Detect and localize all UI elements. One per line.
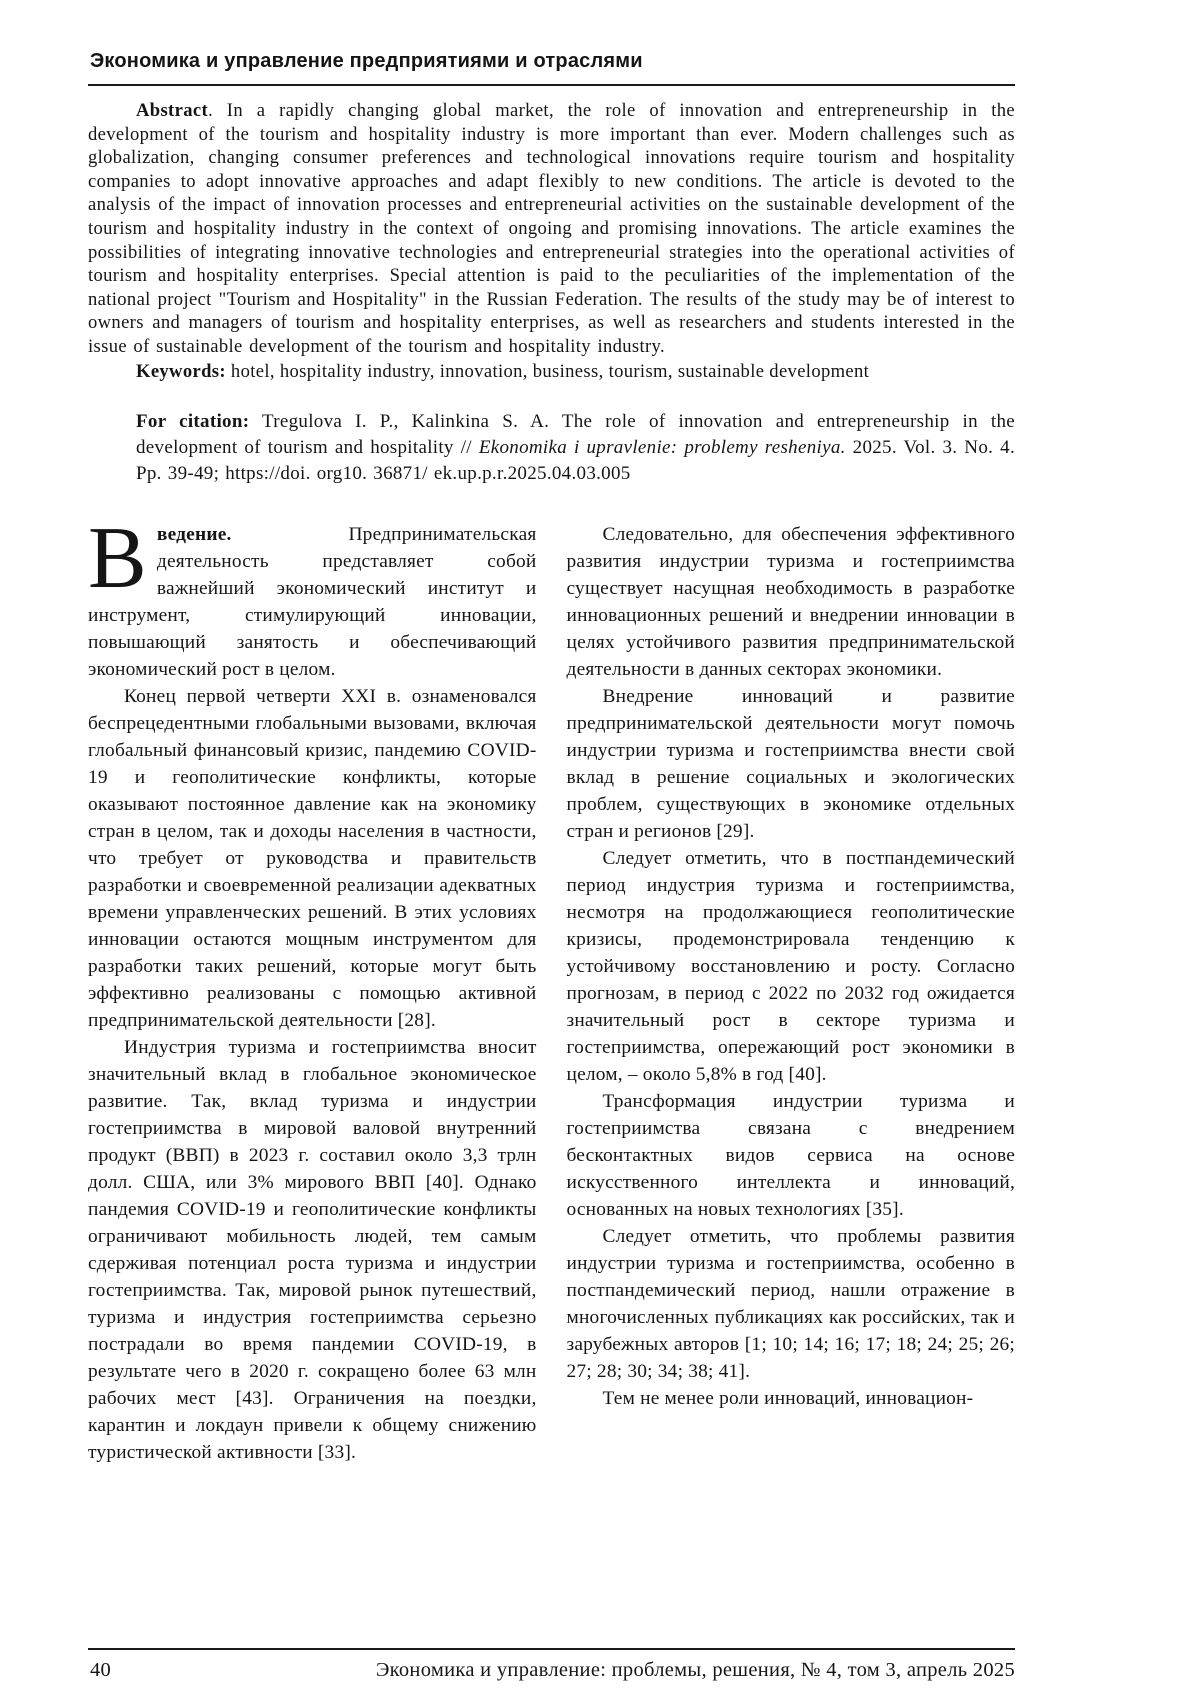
page-number: 40 <box>90 1659 112 1681</box>
citation-paragraph <box>136 409 1015 487</box>
running-head-title: Экономика и управление предприятиями и отраслями <box>90 50 643 72</box>
two-column-body <box>88 510 1015 1466</box>
footer-row <box>88 1659 1015 1682</box>
abstract-section <box>88 99 1015 383</box>
body-paragraph: Следовательно, для обеспечения эффективного развития индустрии туризма и гостеприимства существует насущная необходимость в разработке инновационных решений и внедрении инновации в целях устойчивого развития предпринимательской деятельности в данных секторах экономики. <box>566 524 1015 681</box>
footer-rule <box>88 1648 1015 1650</box>
body-paragraph: Индустрия туризма и гостеприимства вносит значительный вклад в глобальное экономическое развитие. Так, вклад туризма и индустрии гостеприимства в мировой валовой внутренний продукт (ВВП) в 2023 г. составил около 3,3 трлн долл. США, или 3% мирового ВВП [40]. Однако пандемия COVID-19 и геополитические конфликты ограничивают мобильность людей, тем самым сдерживая потенциал роста туризма и индустрии гостеприимства. Так, мировой рынок путешествий, туризма и индустрия гостеприимства серьезно пострадали во время пандемии COVID-19, в результате чего в 2020 г. сокращено более 63 млн рабочих мест [43]. Ограничения на поездки, карантин и локдаун привели к общему снижению туристической активности [33]. <box>88 1037 537 1464</box>
body-paragraph: Тем не менее роли инноваций, инновацион- <box>602 1388 974 1410</box>
left-column <box>88 510 537 1466</box>
keywords-line <box>88 360 1015 384</box>
keywords-text: hotel, hospitality industry, innovation, business, tourism, sustainable development <box>230 360 870 382</box>
citation-journal-name: Ekonomika i upravlenie: problemy resheniya. <box>478 437 846 459</box>
abstract-text: . In a rapidly changing global market, the role of innovation and entrepreneurship in the development of the tourism and hospitality industry is more important than ever. Modern challenges such as globalization, changing consumer preferences and technological innovations require tourism and hospitality companies to adopt innovative approaches and adapt flexibly to new conditions. The article is devoted to the analysis of the impact of innovation processes and entrepreneurial activities on the sustainable development of the tourism and hospitality industry in the context of ongoing and promising innovations. The article examines the possibilities of integrating innovative technologies and entrepreneurial strategies into the operational activities of tourism and hospitality enterprises. Special attention is paid to the peculiarities of the implementation of the national project "Tourism and Hospitality" in the Russian Federation. The results of the study may be of interest to owners and managers of tourism and hospitality enterprises, as well as researchers and students interested in the issue of sustainable development of the tourism and hospitality industry. <box>88 100 1015 357</box>
dropcap-letter: В <box>88 510 147 608</box>
body-paragraph: Трансформация индустрии туризма и гостеприимства связана с внедрением бесконтактных видов сервиса на основе искусственного интеллекта и инноваций, основанных на новых технологиях [35]. <box>566 1091 1015 1221</box>
body-paragraph: Следует отметить, что проблемы развития индустрии туризма и гостеприимства, особенно в постпандемический период, нашли отражение в многочисленных публикациях как российских, так и зарубежных авторов [1; 10; 14; 16; 17; 18; 24; 25; 26; 27; 28; 30; 34; 38; 41]. <box>566 1226 1015 1383</box>
keywords-label: Keywords: <box>136 360 226 382</box>
journal-footer-line: Экономика и управление: проблемы, решения, № 4, том 3, апрель 2025 <box>375 1659 1015 1681</box>
citation-authors-title: Tregulova I. P., Kalinkina S. A. The role of innovation and entrepreneurship in the development of tourism and hospitality // <box>136 411 1015 459</box>
abstract-paragraph <box>88 99 1015 359</box>
header-rule <box>88 84 1015 86</box>
intro-text: Предпринимательская деятельность представляет собой важнейший экономический институт и инструмент, стимулирующий инновации, повышающий занятость и обеспечивающий экономический рост в целом. <box>88 524 537 681</box>
citation-label: For citation: <box>136 411 250 433</box>
citation-volume-doi: 2025. Vol. 3. No. 4. Pp. 39-49; https://doi. org10. 36871/ ek.up.p.r.2025.04.03.005 <box>136 437 1015 485</box>
abstract-label: Abstract <box>136 100 208 121</box>
page-footer <box>88 1648 1015 1682</box>
body-paragraph: Внедрение инноваций и развитие предпринимательской деятельности могут помочь индустрии туризма и гостеприимства внести свой вклад в решение социальных и экологических проблем, существующих в экономике отдельных стран и регионов [29]. <box>566 686 1015 843</box>
body-paragraph: Конец первой четверти XXI в. ознаменовался беспрецедентными глобальными вызовами, включая глобальный финансовый кризис, пандемию COVID-19 и геополитические конфликты, которые оказывают постоянное давление как на экономику стран в целом, так и доходы населения в частности, что требует от руководства и правительств разработки и своевременной реализации адекватных времени управленческих решений. В этих условиях инновации остаются мощным инструментом для разработки таких решений, которые могут быть эффективно реализованы с помощью активной предпринимательской деятельности [28]. <box>88 686 537 1032</box>
intro-paragraph <box>88 510 537 683</box>
body-paragraph: Следует отметить, что в постпандемический период индустрия туризма и гостеприимства, несмотря на продолжающиеся геополитические кризисы, продемонстрировала тенденцию к устойчивому восстановлению и росту. Согласно прогнозам, в период с 2022 по 2032 год ожидается значительный рост в секторе туризма и гостеприимства, опережающий рост экономики в целом, – около 5,8% в год [40]. <box>566 848 1015 1086</box>
citation-block <box>136 409 1015 487</box>
intro-heading-inline: ведение. <box>156 524 232 546</box>
right-column <box>567 521 1016 1466</box>
